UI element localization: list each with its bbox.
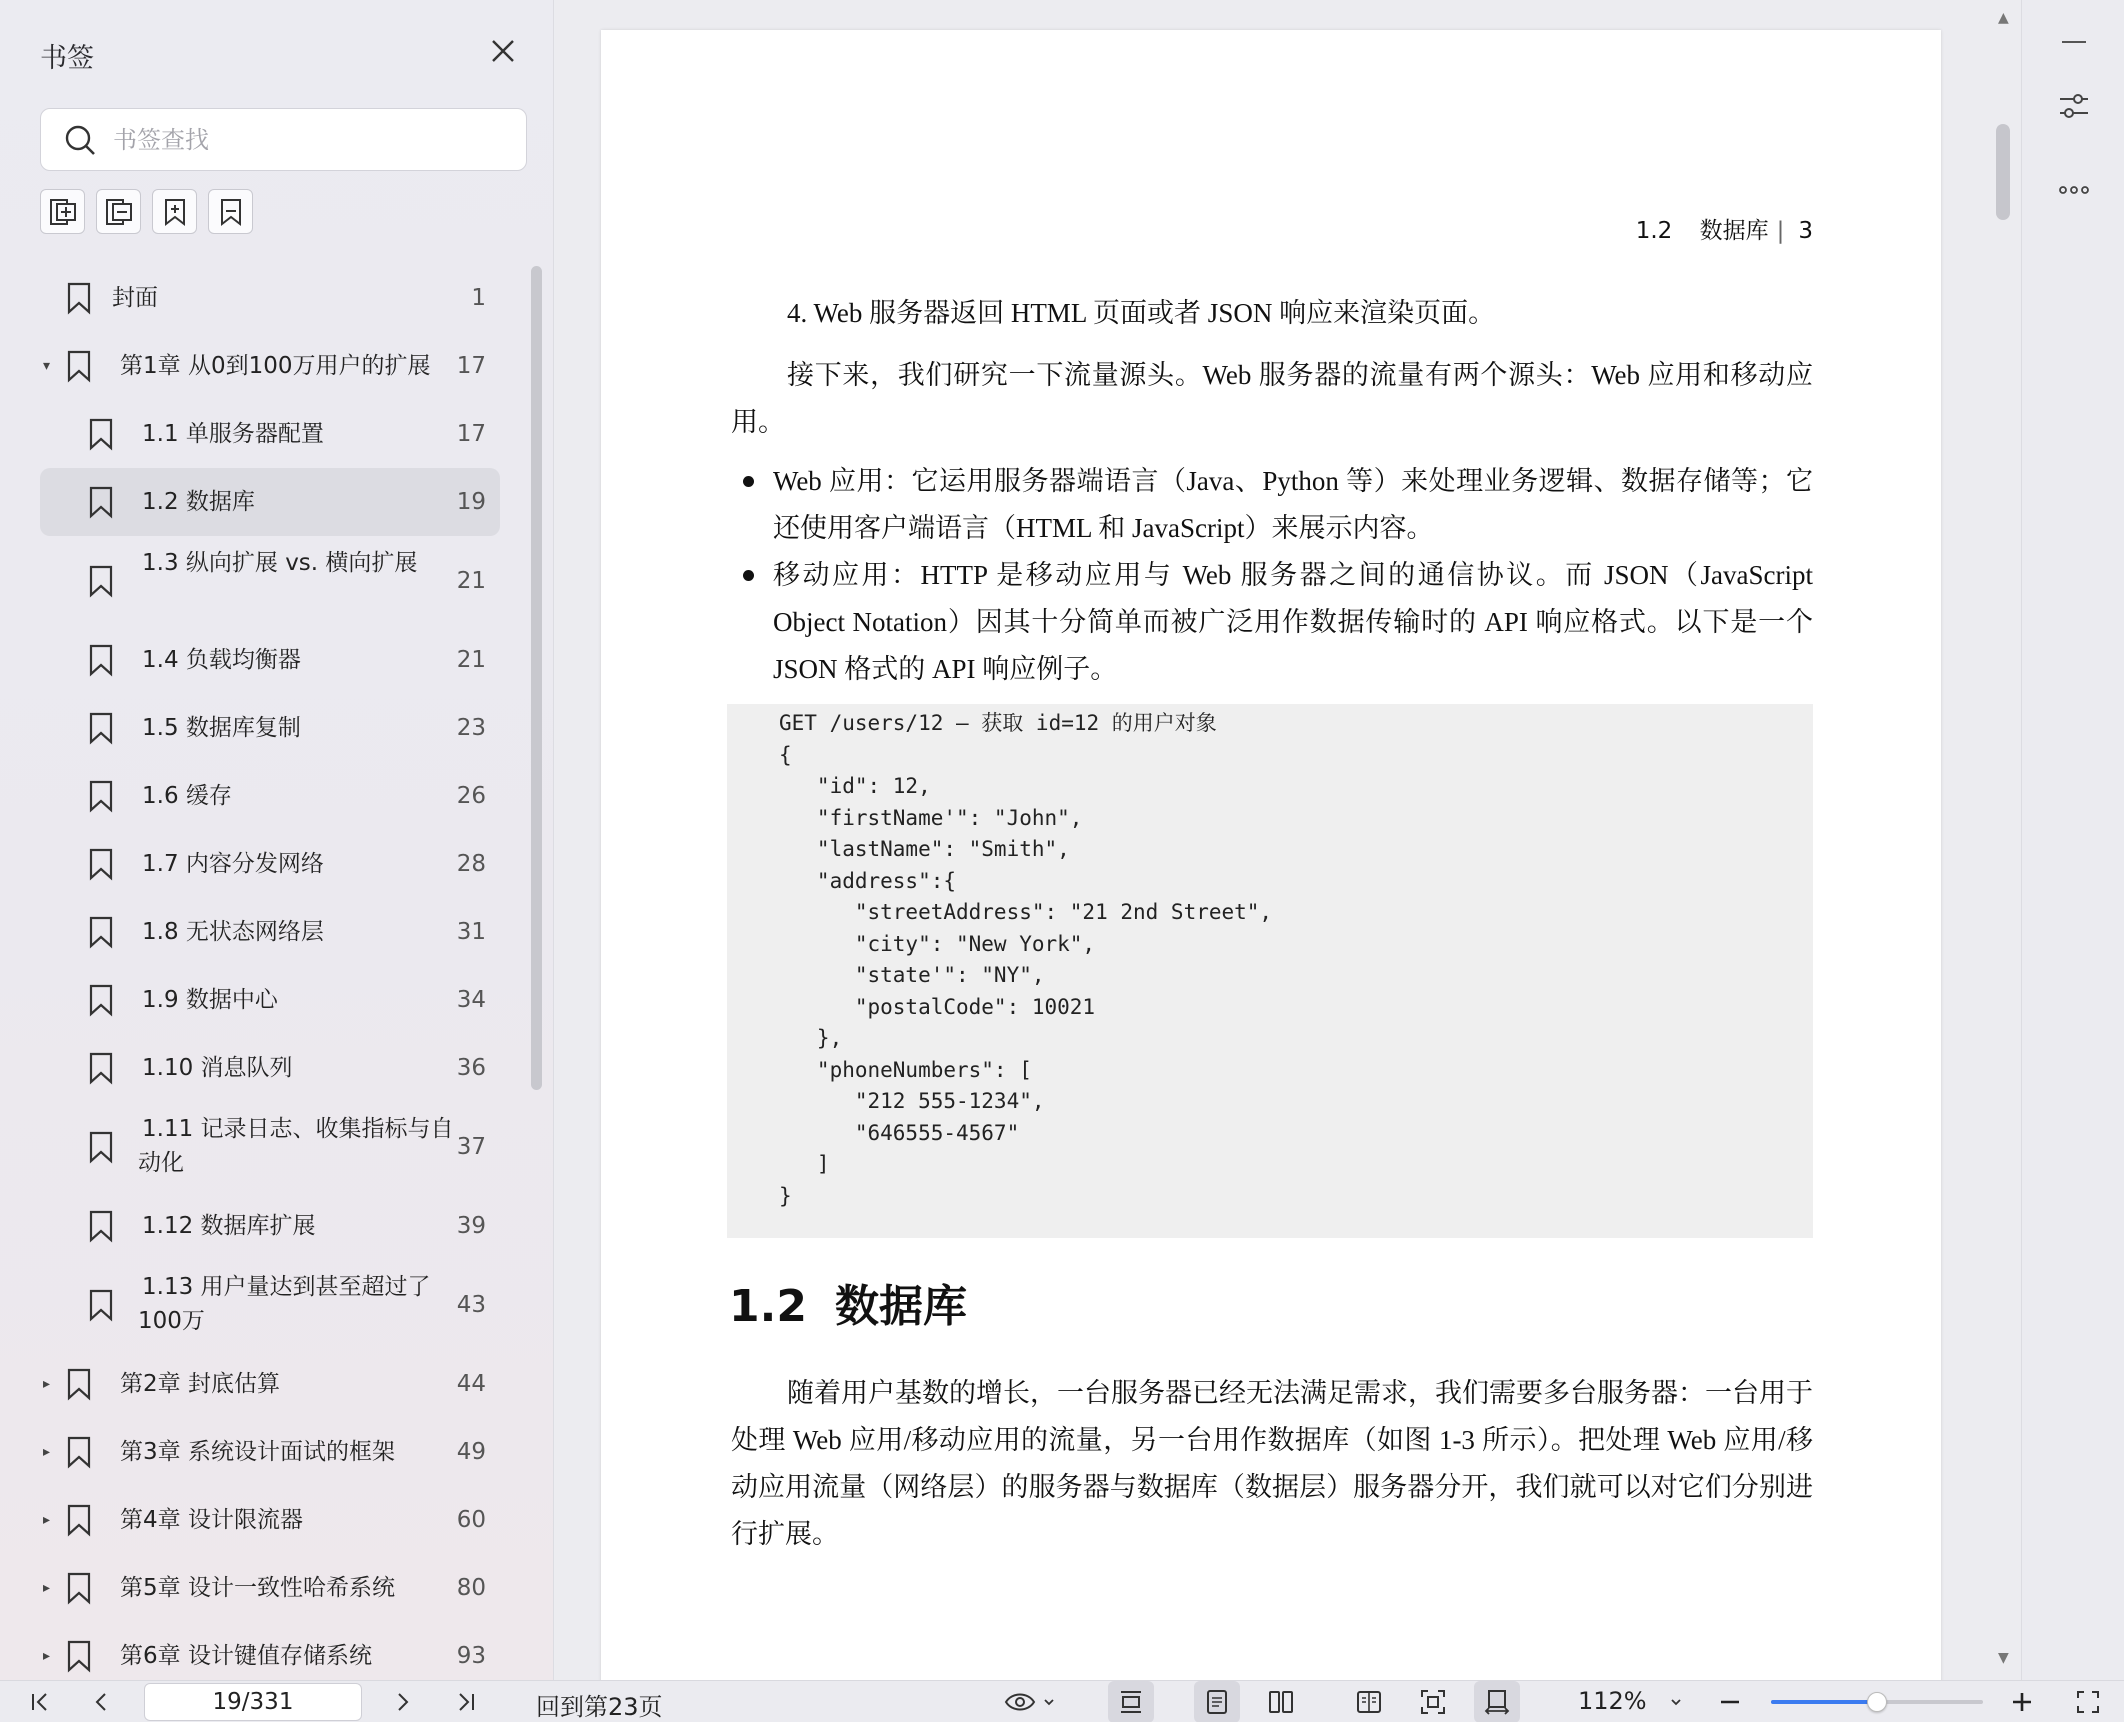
bookmark-page-number: 23 — [456, 715, 486, 741]
bookmark-label: 第3章 系统设计面试的框架 — [120, 1439, 395, 1465]
zoom-level[interactable]: 112% — [1578, 1687, 1647, 1715]
caret-expanded-icon[interactable]: ▾ — [43, 358, 51, 374]
bookmark-item[interactable] — [40, 1034, 500, 1102]
scroll-down-arrow[interactable]: ▼ — [1998, 1650, 2009, 1666]
bookmark-page-number: 49 — [456, 1439, 486, 1465]
bookmark-toolbar — [40, 189, 253, 234]
zoom-dropdown[interactable] — [1662, 1681, 1690, 1722]
caret-collapsed-icon[interactable]: ▸ — [43, 1648, 51, 1664]
bookmark-page-number: 37 — [456, 1134, 486, 1160]
bookmark-icon — [88, 1209, 114, 1243]
bookmark-item[interactable] — [40, 626, 500, 694]
bookmark-item[interactable] — [40, 1554, 500, 1622]
running-header — [1636, 212, 1813, 245]
book-view-icon — [1355, 1688, 1383, 1716]
bookmark-icon — [215, 196, 247, 228]
minimize-icon[interactable] — [2056, 24, 2092, 60]
caret-collapsed-icon[interactable]: ▸ — [43, 1512, 51, 1528]
expand-all-icon — [47, 196, 79, 228]
paragraph-step4: 4. Web 服务器返回 HTML 页面或者 JSON 响应来渲染页面。 — [787, 298, 1496, 328]
caret-collapsed-icon[interactable]: ▸ — [43, 1376, 51, 1392]
bookmark-page-number: 21 — [456, 568, 486, 594]
bookmark-label: 1.13 用户量达到甚至超过了100万 — [138, 1274, 431, 1334]
bookmark-item[interactable] — [40, 1350, 500, 1418]
eye-icon — [1004, 1690, 1036, 1714]
json-example-code: GET /users/12 – 获取 id=12 的用户对象 { "id": 12, "firstName'": "John", "lastName": "Smith", "address":{ "streetAddress": "21 2nd Street", "city": "New York", "state'": "NY", "postalCode": 10021 }, "phoneNumbers": [ "212 555-1234", "646555-4567" ] } — [779, 711, 1273, 1208]
bookmark-item[interactable] — [40, 536, 500, 626]
bookmark-item[interactable] — [40, 264, 500, 332]
bookmark-label: 1.5 数据库复制 — [142, 715, 301, 741]
bookmark-page-number: 31 — [456, 919, 486, 945]
bookmark-label: 1.8 无状态网络层 — [142, 919, 324, 945]
two-page-icon — [1267, 1688, 1295, 1716]
running-header-title: 数据库 — [1699, 218, 1769, 244]
single-page-icon — [1203, 1688, 1231, 1716]
bookmark-item[interactable] — [40, 1192, 500, 1260]
bookmark-page-number: 34 — [456, 987, 486, 1013]
bookmark-icon — [88, 1051, 114, 1085]
bookmark-label: 1.2 数据库 — [142, 489, 255, 515]
bookmark-page-number: 19 — [456, 489, 486, 515]
bookmark-search-input[interactable] — [113, 121, 513, 159]
bookmark-icon — [88, 779, 114, 813]
bookmark-item[interactable] — [40, 694, 500, 762]
zoom-out-button[interactable] — [1712, 1681, 1748, 1722]
bookmark-icon — [66, 281, 92, 315]
header-divider: | — [1776, 218, 1785, 244]
bookmark-item[interactable] — [40, 898, 500, 966]
zoom-slider-knob[interactable] — [1867, 1692, 1887, 1712]
bookmark-label: 1.10 消息队列 — [142, 1055, 293, 1081]
bookmark-item[interactable] — [40, 468, 500, 536]
zoom-slider[interactable] — [1771, 1700, 1983, 1704]
bookmark-item[interactable] — [40, 1418, 500, 1486]
bookmark-label: 1.4 负载均衡器 — [142, 647, 301, 673]
bookmark-label: 第2章 封底估算 — [120, 1371, 280, 1397]
bookmark-icon — [88, 1130, 114, 1164]
bookmark-label: 第6章 设计键值存储系统 — [120, 1643, 372, 1669]
first-page-button[interactable] — [20, 1681, 60, 1722]
bookmark-page-number: 44 — [456, 1371, 486, 1397]
bookmark-item[interactable] — [40, 1486, 500, 1554]
bookmark-label: 1.6 缓存 — [142, 783, 232, 809]
bookmark-label: 1.12 数据库扩展 — [142, 1213, 316, 1239]
bookmark-page-number: 1 — [471, 285, 486, 311]
code-block — [727, 704, 1813, 1238]
bookmark-label: 封面 — [112, 285, 158, 311]
bullet-dot — [743, 476, 754, 487]
bookmark-icon — [66, 349, 92, 383]
bookmark-item[interactable] — [40, 332, 500, 400]
fit-page-icon — [1419, 1688, 1447, 1716]
document-page — [601, 30, 1941, 1690]
add-bookmark-icon — [159, 196, 191, 228]
caret-collapsed-icon[interactable]: ▸ — [43, 1580, 51, 1596]
page-number-input[interactable] — [144, 1683, 362, 1721]
bookmark-page-number: 39 — [456, 1213, 486, 1239]
chevron-down-icon — [1669, 1695, 1683, 1709]
running-header-page: 3 — [1798, 218, 1813, 244]
bookmark-button[interactable] — [208, 189, 253, 234]
chevron-left-icon — [90, 1690, 114, 1714]
fit-height-button[interactable] — [1108, 1681, 1154, 1722]
eye-mode-dropdown[interactable] — [1000, 1681, 1060, 1722]
bookmark-page-number: 28 — [456, 851, 486, 877]
bookmark-icon — [88, 643, 114, 677]
bookmark-icon — [88, 983, 114, 1017]
bookmark-icon — [88, 485, 114, 519]
bookmark-page-number: 26 — [456, 783, 486, 809]
previous-page-button[interactable] — [82, 1681, 122, 1722]
plus-icon — [2010, 1690, 2034, 1714]
collapse-all-icon — [103, 196, 135, 228]
right-toolbar — [2021, 0, 2124, 1680]
next-page-button[interactable] — [382, 1681, 422, 1722]
bookmark-item[interactable] — [40, 966, 500, 1034]
bookmark-page-number: 17 — [456, 421, 486, 447]
more-options-icon[interactable] — [2056, 172, 2092, 208]
minus-icon — [1718, 1690, 1742, 1714]
caret-collapsed-icon[interactable]: ▸ — [43, 1444, 51, 1460]
chevron-right-icon — [390, 1690, 414, 1714]
bookmark-item[interactable] — [40, 762, 500, 830]
collapse-all-button[interactable] — [96, 189, 141, 234]
sidebar-title: 书签 — [40, 43, 94, 74]
search-icon — [63, 123, 99, 159]
bookmark-item[interactable] — [40, 830, 500, 898]
last-page-icon — [454, 1690, 478, 1714]
settings-sliders-icon[interactable] — [2056, 88, 2092, 124]
go-back-to-page-link[interactable]: 回到第23页 — [536, 1693, 663, 1721]
expand-all-button[interactable] — [40, 189, 85, 234]
bookmark-page-number: 93 — [456, 1643, 486, 1669]
bookmark-icon — [88, 564, 114, 598]
bookmark-label: 第1章 从0到100万用户的扩展 — [120, 353, 431, 379]
bullet-dot — [743, 570, 754, 581]
bookmark-label: 1.1 单服务器配置 — [142, 421, 324, 447]
bookmark-label: 1.7 内容分发网络 — [142, 851, 324, 877]
bookmark-sidebar — [0, 0, 554, 1680]
scroll-up-arrow[interactable]: ▲ — [1998, 10, 2009, 26]
bookmark-icon — [88, 711, 114, 745]
last-page-button[interactable] — [446, 1681, 486, 1722]
bookmark-label: 1.9 数据中心 — [142, 987, 278, 1013]
two-page-button[interactable] — [1258, 1681, 1304, 1722]
book-view-button[interactable] — [1346, 1681, 1392, 1722]
single-page-button[interactable] — [1194, 1681, 1240, 1722]
bookmark-label: 1.3 纵向扩展 vs. 横向扩展 — [142, 550, 418, 576]
bullet-mobile-app: 移动应用：HTTP 是移动应用与 Web 服务器之间的通信协议。而 JSON（JavaScript Object Notation）因其十分简单而被广泛用作数据传输时的 API 响应格式。以下是一个 JSON 格式的 API 响应例子。 — [773, 560, 1813, 684]
bookmark-page-number: 80 — [456, 1575, 486, 1601]
bookmark-icon — [66, 1367, 92, 1401]
section-number: 1.2 — [729, 1281, 807, 1332]
bookmark-icon — [88, 417, 114, 451]
bookmark-item[interactable] — [40, 1102, 500, 1192]
zoom-in-button[interactable] — [2004, 1681, 2040, 1722]
bottom-toolbar — [0, 1680, 2124, 1722]
bookmark-icon — [66, 1435, 92, 1469]
bookmark-icon — [66, 1503, 92, 1537]
first-page-icon — [28, 1690, 52, 1714]
bookmark-page-number: 17 — [456, 353, 486, 379]
section-title: 数据库 — [834, 1281, 967, 1332]
bookmark-icon — [88, 1288, 114, 1322]
close-icon[interactable] — [486, 34, 520, 68]
fit-width-button[interactable] — [1474, 1681, 1520, 1722]
fullscreen-button[interactable] — [2068, 1681, 2108, 1722]
bookmark-page-number: 43 — [456, 1292, 486, 1318]
document-viewer — [555, 0, 2021, 1680]
bullet-web-app: Web 应用：它运用服务器端语言（Java、Python 等）来处理业务逻辑、数据存储等；它还使用客户端语言（HTML 和 JavaScript）来展示内容。 — [773, 466, 1813, 543]
bookmark-label: 第5章 设计一致性哈希系统 — [120, 1575, 395, 1601]
paragraph-database-intro: 随着用户基数的增长，一台服务器已经无法满足需求，我们需要多台服务器：一台用于处理 Web 应用/移动应用的流量，另一台用作数据库（如图 1-3 所示）。把处理 Web 应用/移动应用流量（网络层）的服务器与数据库（数据层）服务器分开，我们就可以对它们分别进行扩展。 — [731, 1378, 1813, 1549]
bookmark-list — [40, 264, 500, 1690]
document-scrollbar[interactable] — [1996, 124, 2010, 220]
fit-height-icon — [1117, 1688, 1145, 1716]
bookmark-page-number: 36 — [456, 1055, 486, 1081]
fullscreen-icon — [2075, 1689, 2101, 1715]
bookmark-icon — [66, 1639, 92, 1673]
bookmark-icon — [88, 915, 114, 949]
zoom-slider-fill — [1771, 1700, 1877, 1704]
running-header-section: 1.2 — [1635, 218, 1673, 244]
bookmark-icon — [88, 847, 114, 881]
bookmark-label: 1.11 记录日志、收集指标与自动化 — [138, 1116, 454, 1176]
bookmark-item[interactable] — [40, 400, 500, 468]
chevron-down-icon — [1042, 1695, 1056, 1709]
paragraph-traffic-sources: 接下来，我们研究一下流量源头。Web 服务器的流量有两个源头：Web 应用和移动应用。 — [731, 360, 1813, 437]
bookmark-icon — [66, 1571, 92, 1605]
bookmark-page-number: 21 — [456, 647, 486, 673]
add-bookmark-button[interactable] — [152, 189, 197, 234]
fit-width-icon — [1483, 1688, 1511, 1716]
bookmark-item[interactable] — [40, 1260, 500, 1350]
bookmark-search-box — [40, 108, 527, 171]
fit-page-button[interactable] — [1410, 1681, 1456, 1722]
sidebar-scrollbar[interactable] — [531, 266, 542, 1090]
section-heading — [729, 1270, 967, 1334]
bookmark-page-number: 60 — [456, 1507, 486, 1533]
bookmark-label: 第4章 设计限流器 — [120, 1507, 303, 1533]
